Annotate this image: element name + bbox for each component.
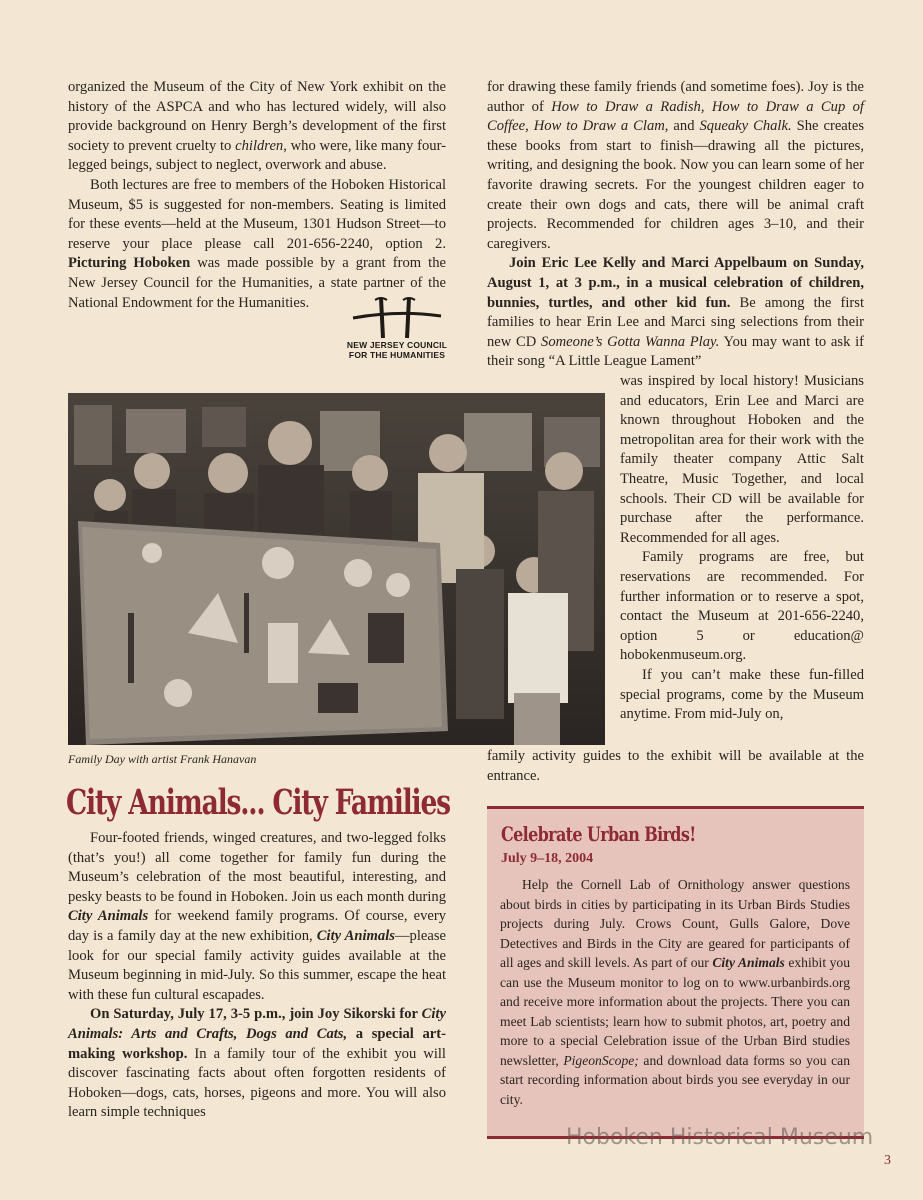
paragraph: Four-footed friends, winged creatures, and two-legged folks (that’s you!) all come together for family fun during the Museum’s celebration of the most beautiful, interesting, and pesky beasts to be found in Hoboken. Join us each month during City Animals for weekend family programs. Of course, every day is a family day at the new exhibition, City Animals—please look for our special family activity guides available at the Museum beginning in mid-July. So this summer, escape the heat with these fun cultural escapades. xyxy=(68,830,447,1003)
watermark: Hoboken Historical Museum xyxy=(566,1125,874,1150)
photo-caption: Family Day with artist Frank Hanavan xyxy=(68,752,257,766)
paragraph: Family programs are free, but reservations are recommended. For further information or to reserve a spot, contact the Museum at 201-656-2240, option 5 or education@ hobokenmuseum.org. xyxy=(620,549,864,664)
photo-illustration xyxy=(68,393,605,745)
right-column-wrap xyxy=(620,372,864,725)
nj-council-humanities-logo xyxy=(344,296,450,360)
sidebar-body xyxy=(500,875,850,1109)
paragraph: Join Eric Lee Kelly and Marci Appelbaum on Sunday, August 1, at 3 p.m., in a musical celebration of children, bunnies, turtles, and other kid fun. Be among the first families to hear Erin Lee and Marci sing selections from their new CD Someone’s Gotta Wanna Play. You may want to ask if their song “A Little League Lament” xyxy=(487,255,865,370)
paragraph: On Saturday, July 17, 3-5 p.m., join Joy Sikorski for City Animals: Arts and Crafts, Dogs and Cats, a special art-making workshop. In a family tour of the exhibit you will discover fascinating facts about often forgotten residents of Hoboken—dogs, cats, horses, pigeons and more. You will also learn simple techniques xyxy=(68,1006,446,1121)
paragraph: organized the Museum of the City of New York exhibit on the history of the ASPCA and who has lectured widely, will also provide background on Henry Bergh’s development of the first society to prevent cruelty to children, who were, like many four-legged beings, subject to neglect, overwork and abuse. xyxy=(68,79,446,174)
logo-line-2: FOR THE HUMANITIES xyxy=(348,350,446,360)
humanities-h-icon xyxy=(351,296,443,340)
article-headline: City Animals... City Families xyxy=(66,782,450,823)
paragraph: family activity guides to the exhibit will be available at the entrance. xyxy=(487,748,864,784)
right-column-top xyxy=(487,78,864,372)
right-column-bottom xyxy=(487,747,864,786)
family-day-photo xyxy=(68,393,605,745)
paragraph: was inspired by local history! Musicians and educators, Erin Lee and Marci are known throughout Hoboken and the metropolitan area for their work with the family theater company Attic Salt Theatre, Music Together, and local schools. Their CD will be available for purchase after the performance. Recommended for all ages. xyxy=(620,373,864,546)
paragraph: Both lectures are free to members of the Hoboken Historical Museum, $5 is suggested for non-members. Seating is limited for these events—held at the Museum, 1301 Hudson Street—to reserve your place please call 201-656-2240, option 2. Picturing Hoboken was made possible by a grant from the New Jersey Council for the Humanities, a state partner of the National Endowment for the Humanities. xyxy=(68,176,447,311)
sidebar-date: July 9–18, 2004 xyxy=(501,851,594,866)
page-number: 3 xyxy=(884,1153,891,1168)
paragraph: for drawing these family friends (and sometime foes). Joy is the author of How to Draw a Radish, How to Draw a Cup of Coffee, How to Draw a Clam, and Squeaky Chalk. She creates these books from start to finish—drawing all the pictures, writing, and designing the book. Now you can learn some of her favorite drawing secrets. For the youngest children eager to create their own dogs and cats, there will be animal craft projects. Recommended for children ages 3–10, and their caregivers. xyxy=(487,79,864,252)
sidebar-title: Celebrate Urban Birds! xyxy=(501,822,696,846)
logo-line-1: NEW JERSEY COUNCIL xyxy=(346,340,448,350)
paragraph: If you can’t make these fun-filled special programs, come by the Museum anytime. From mid-July on, xyxy=(620,666,864,723)
paragraph: Help the Cornell Lab of Ornithology answer questions about birds in cities by participating in its Urban Birds Studies projects during July. Crows Count, Gulls Galore, Dove Detectives and Birds in the City are geared for participants of all ages and skill levels. As part of our City Animals exhibit you can use the Museum monitor to log on to www.urbanbirds.org and receive more information about the projects. There you can meet Lab scientists; learn how to submit photos, art, poetry and more to a special Celebration issue of the Urban Bird studies newsletter, PigeonScope; and download data forms so you can start recording information about birds you see everyday in our city. xyxy=(500,877,850,1107)
article-body xyxy=(68,829,446,1123)
left-column-top xyxy=(68,78,446,313)
urban-birds-sidebar xyxy=(487,806,864,1139)
